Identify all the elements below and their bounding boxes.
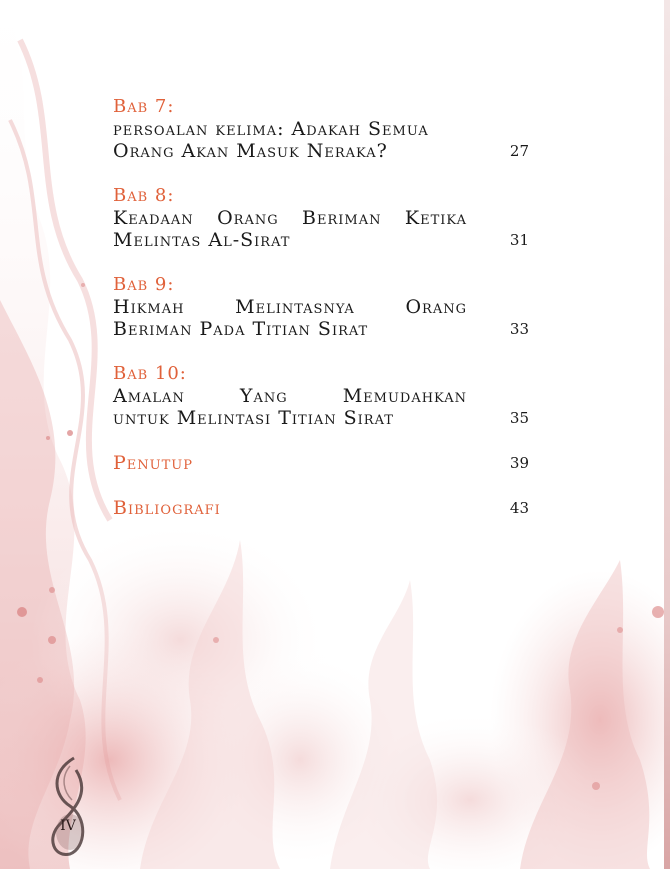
- toc-word: Memudahkan: [342, 385, 467, 407]
- toc-heading: Bab 7:: [113, 96, 175, 117]
- toc-title-line: persoalan kelima: Adakah Semua: [113, 118, 429, 140]
- toc-word: Ketika: [404, 207, 467, 229]
- toc-heading: Bab 10:: [113, 363, 187, 384]
- toc-page-number: 27: [509, 142, 529, 160]
- toc-word: Keadaan: [113, 207, 194, 229]
- toc-entry-bab-9[interactable]: [113, 274, 529, 340]
- page-edge: [664, 0, 670, 869]
- toc-heading: Bibliografi: [113, 497, 221, 519]
- toc-page-number: 31: [509, 231, 529, 249]
- toc-word: Hikmah: [113, 296, 185, 318]
- toc-word: Beriman: [302, 207, 382, 229]
- toc-title-line: [113, 296, 467, 318]
- table-of-contents: [113, 96, 529, 519]
- toc-entry-bab-10[interactable]: [113, 363, 529, 429]
- toc-title-line: [113, 385, 467, 407]
- toc-word: Orang: [405, 296, 467, 318]
- toc-title-line: Beriman Pada Titian Sirat: [113, 318, 369, 340]
- toc-word: Amalan: [113, 385, 185, 407]
- toc-page-number: 33: [509, 320, 529, 338]
- toc-title-line: Orang Akan Masuk Neraka?: [113, 140, 388, 162]
- toc-entry-bab-8[interactable]: [113, 185, 529, 251]
- toc-entry-bibliografi[interactable]: [113, 497, 529, 519]
- toc-entry-bab-7[interactable]: [113, 96, 529, 162]
- toc-title-line: Melintas Al-Sirat: [113, 229, 291, 251]
- toc-heading: Bab 9:: [113, 274, 175, 295]
- toc-word: Orang: [217, 207, 279, 229]
- folio-ornament: [40, 752, 100, 862]
- toc-entry-penutup[interactable]: [113, 452, 529, 474]
- toc-word: Melintasnya: [235, 296, 355, 318]
- toc-page-number: 39: [509, 454, 529, 472]
- page-number-folio: IV: [60, 818, 76, 834]
- toc-heading: Penutup: [113, 452, 193, 474]
- toc-page-number: 43: [509, 499, 529, 517]
- toc-word: Yang: [239, 385, 288, 407]
- toc-page-number: 35: [509, 409, 529, 427]
- toc-heading: Bab 8:: [113, 185, 175, 206]
- toc-title-line: [113, 207, 467, 229]
- toc-title-line: untuk Melintasi Titian Sirat: [113, 407, 394, 429]
